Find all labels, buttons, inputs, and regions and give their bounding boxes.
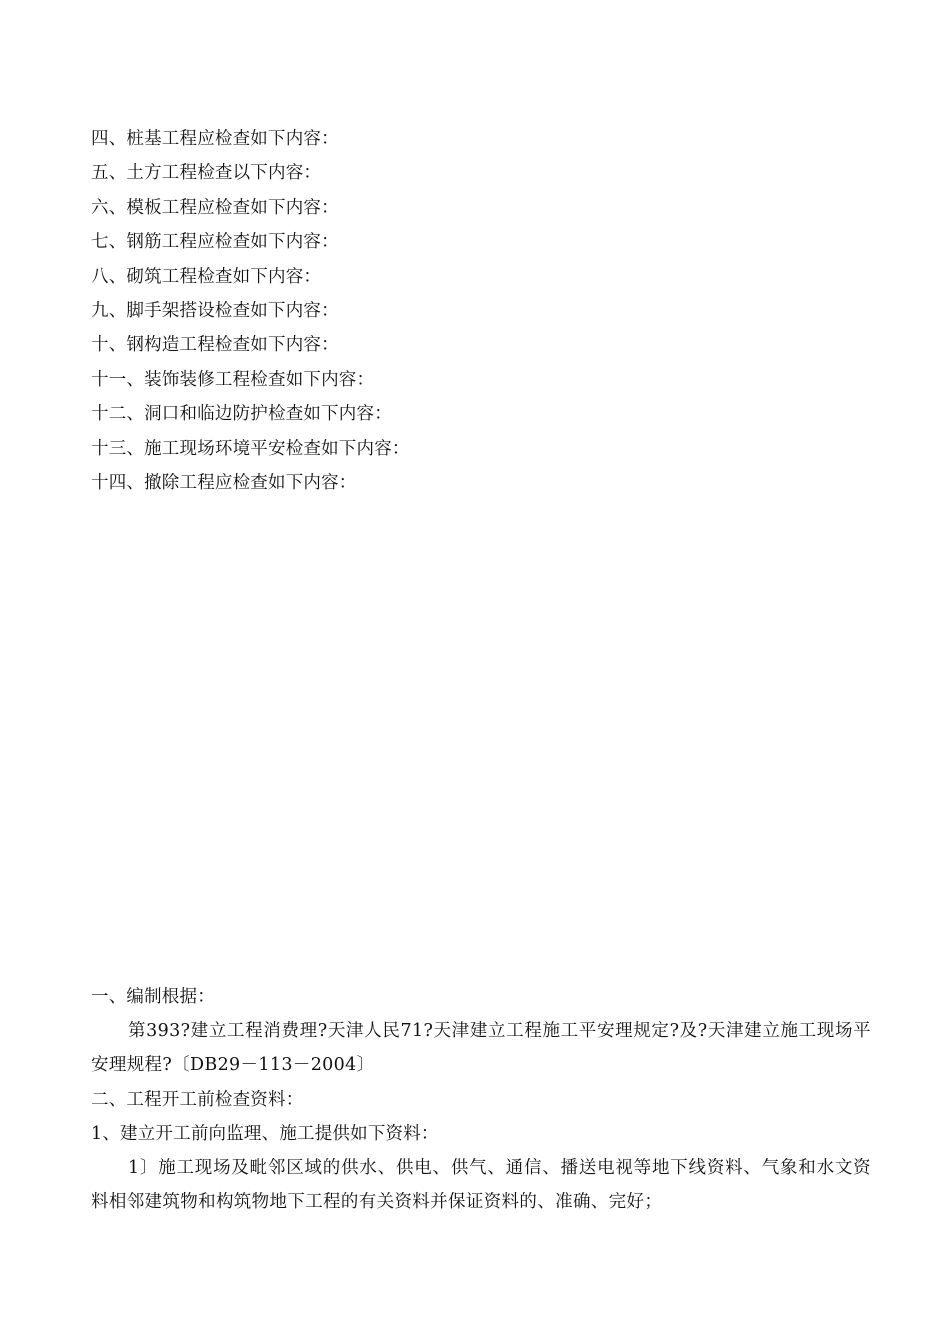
- section-item-rebar: 七、钢筋工程应检查如下内容：: [91, 232, 339, 253]
- section-heading-pre-start-check: 二、工程开工前检查资料：: [91, 1089, 304, 1110]
- section-item-scaffolding: 九、脚手架搭设检查如下内容：: [91, 300, 339, 321]
- section-item-demolition: 十四、撤除工程应检查如下内容：: [91, 472, 357, 493]
- section-item-formwork: 六、模板工程应检查如下内容：: [91, 197, 339, 218]
- section-list: [91, 122, 410, 500]
- section-item-site-environment: 十三、施工现场环境平安检查如下内容：: [91, 438, 410, 459]
- list-item-1: 1、建立开工前向监理、施工提供如下资料：: [91, 1123, 439, 1144]
- list-item-1-1: 1〕施工现场及毗邻区域的供水、供电、供气、通信、播送电视等地下线资料、气象和水文资料相邻建筑物和构筑物地下工程的有关资料并保证资料的、准确、完好；: [91, 1158, 871, 1213]
- section-item-masonry: 八、砌筑工程检查如下内容：: [91, 266, 322, 287]
- section-item-earthwork: 五、土方工程检查以下内容：: [91, 163, 322, 184]
- section-item-opening-protection: 十二、洞口和临边防护检查如下内容：: [91, 404, 392, 425]
- section-heading-basis: 一、编制根据：: [91, 987, 215, 1007]
- section-item-steel-structure: 十、钢构造工程检查如下内容：: [91, 335, 339, 356]
- basis-paragraph: 第393?建立工程消费理?天津人民71?天津建立工程施工平安理规定?及?天津建立施工现场平安理规程?〔DB29－113－2004〕: [91, 1021, 871, 1076]
- section-item-pile-foundation: 四、桩基工程应检查如下内容：: [91, 129, 339, 149]
- section-item-decoration: 十一、装饰装修工程检查如下内容：: [91, 369, 375, 390]
- document-body: [91, 980, 871, 1219]
